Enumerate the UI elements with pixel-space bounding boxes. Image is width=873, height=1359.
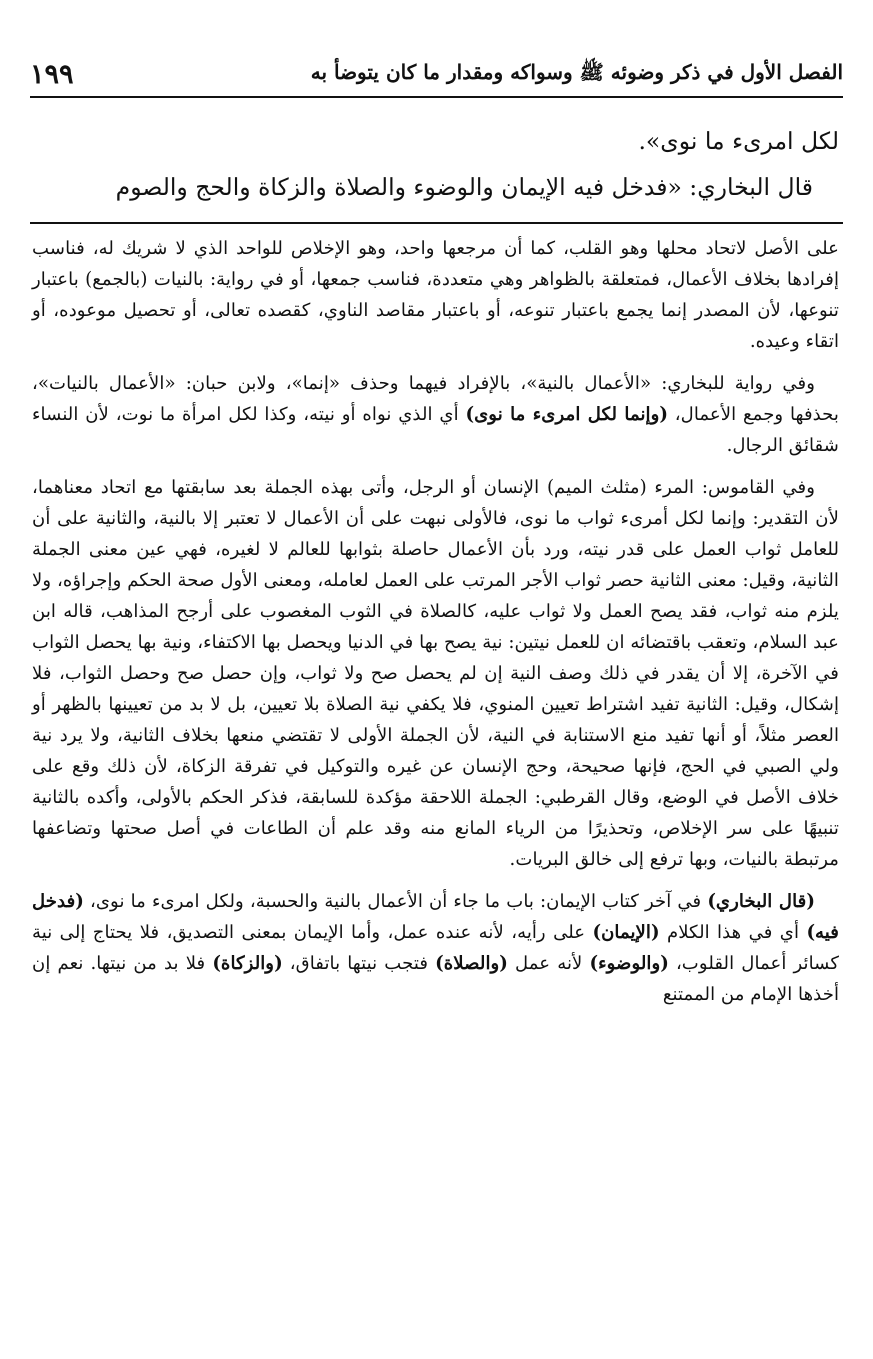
footnote-paragraph: وفي رواية للبخاري: «الأعمال بالنية»، بالإفراد فيهما وحذف «إنما»، ولابن حبان: «الأعمال بالنيات»، بحذفها وجمع الأعمال، (وإنما لكل امرىء ما نوى) أي الذي نواه أو نيته، وكذا لكل امرأة ما نوت، لأن النساء شقائق الرجال. — [32, 373, 839, 456]
footnote-paragraph: (قال البخاري) في آخر كتاب الإيمان: باب ما جاء أن الأعمال بالنية والحسبة، ولكل امرىء ما نوى، (فدخل فيه) أي في هذا الكلام (الإيمان) على رأيه، لأنه عنده عمل، وأما الإيمان بمعنى التصديق، فلا يحتاج إلى نية كسائر أعمال القلوب، (والوضوء) لأنه عمل (والصلاة) فتجب نيتها باتفاق، (والزكاة) فلا بد من نيتها. نعم إن أخذها الإمام من الممتنع — [32, 891, 840, 1005]
page-header — [30, 54, 843, 94]
bold-quote: (والصلاة) — [435, 953, 508, 974]
bold-quote: (قال البخاري) — [707, 891, 815, 912]
bold-quote: (والزكاة) — [212, 953, 283, 974]
bold-quote: (والوضوء) — [589, 953, 669, 974]
main-text-line: قال البخاري: «فدخل فيه الإيمان والوضوء والصلاة والزكاة والحج والصوم — [115, 173, 813, 201]
footnotes — [32, 233, 839, 1021]
bold-quote: (فدخل فيه) — [32, 891, 839, 943]
footnote-paragraph: وفي القاموس: المرء (مثلث الميم) الإنسان أو الرجل، وأتى بهذه الجملة بعد سابقتها مع اتحاد معناهما، لأن التقدير: وإنما لكل أمرىء ثواب ما نوى، فالأولى نبهت على أن الأعمال لا تعتبر إلا بالنية، والثانية على أن للعامل ثواب العمل على قدر نيته، ورد بأن الأعمال حاصلة بثوابها للعالم لا لغيره، فهي عين معنى الجملة الثانية، وقيل: معنى الثانية حصر ثواب الأجر المرتب على العمل لعامله، ومعنى الأول صحة الحكم وإجراؤه، ولا يلزم منه ثواب، فقد يصح العمل ولا ثواب عليه، كالصلاة في الثوب المغصوب على أرجح المذاهب، قاله ابن عبد السلام، وتعقب باقتضائه ان للعمل نيتين: نية يصح بها في الدنيا ويحصل بها الاكتفاء، ونية بها يحصل الثواب في الآخرة، إلا أن يقدر في ذلك وصف النية إن لم يحصل صح ولا ثواب، وإن حصل صح وحصل الثواب، فلا إشكال، وقيل: الثانية تفيد اشتراط تعيين المنوي، فلا يكفي نية الصلاة بلا تعيين، بل لا بد من تعيينها بالظهر أو العصر مثلاً، أو أنها تفيد منع الاستنابة في النية، لأن الجملة الأولى لا تقتضي منعها بخلاف الثانية، ولا يرد نية ولي الصبي في الحج، فإنها صحيحة، وحج الإنسان عن غيره والتوكيل في تفرقة الزكاة، لأن ذلك وقع على خلاف الأصل في الوضع، وقال القرطبي: الجملة اللاحقة مؤكدة للسابقة، فذكر الحكم بالأولى، وأكده بالثانية تنبيهًا على سر الإخلاص، وتحذيرًا من الرياء المانع منه وقد علم أن الطاعات في أصل صحتها وتضاعفها مرتبطة بالنيات، وبها ترفع إلى خالق البريات. — [32, 477, 839, 870]
running-title: الفصل الأول في ذكر وضوئه ﷺ وسواكه ومقدار ما كان يتوضأ به — [310, 59, 843, 84]
footnote-paragraph: على الأصل لاتحاد محلها وهو القلب، كما أن مرجعها واحد، وهو الإخلاص للواحد الذي لا شريك له، فناسب إفرادها بخلاف الأعمال، فمتعلقة بالظواهر وهي متعددة، فناسب جمعها، أو في رواية: بالنيات (بالجمع) باعتبار تنوعها، لأن المصدر إنما يجمع باعتبار تنوعه، أو باعتبار مقاصد الناوي، كقصده تعالى، أو تحصيل موعوده، أو اتقاء وعيده. — [32, 238, 839, 352]
main-text-line: لكل امرىء ما نوى». — [638, 127, 839, 155]
bold-quote: (الإيمان) — [592, 922, 660, 943]
main-text — [32, 118, 839, 210]
header-rule — [30, 96, 843, 98]
bold-quote: (وإنما لكل امرىء ما نوى) — [465, 404, 668, 425]
page-number: ١٩٩ — [30, 58, 74, 90]
footnote-rule — [30, 222, 843, 224]
